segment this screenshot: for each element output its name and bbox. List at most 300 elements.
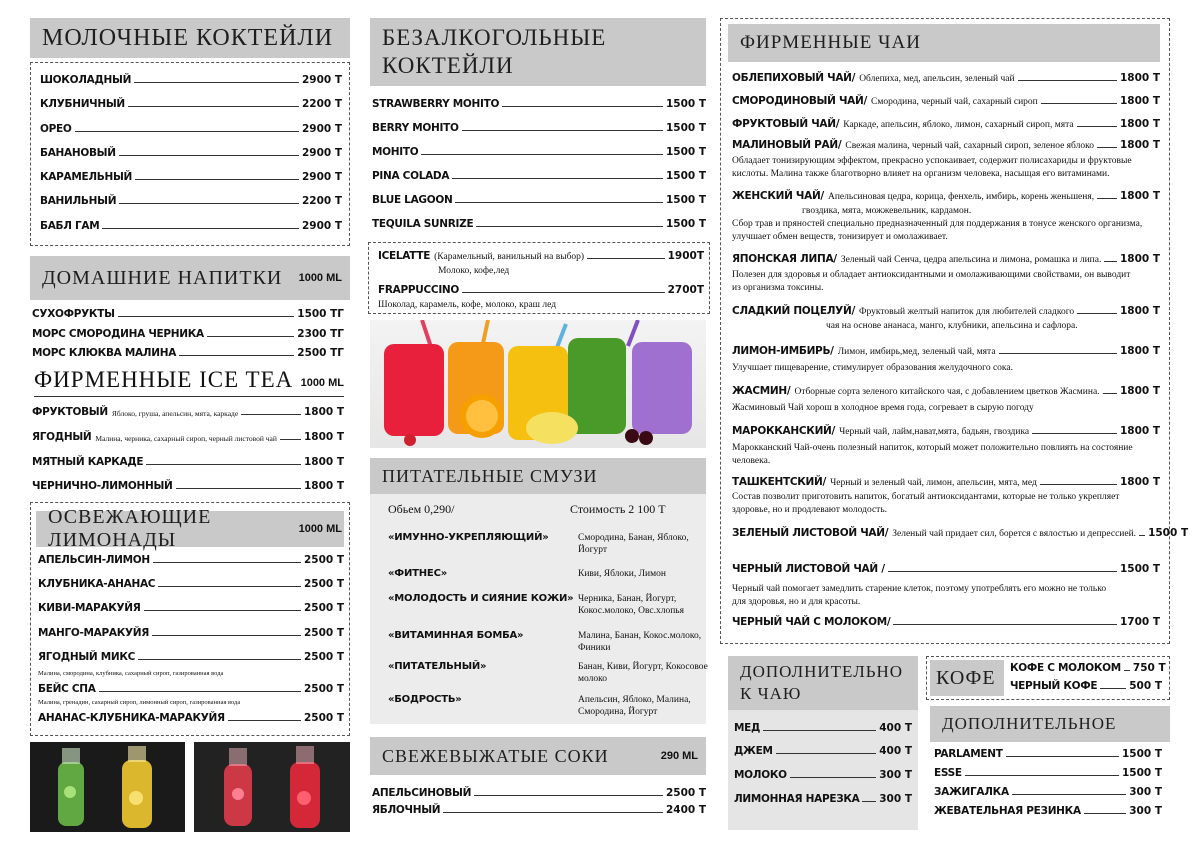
lemonade-volume: 1000 ML <box>298 523 342 535</box>
item-description: Черный чай помогает замедлить старение клеток, поэтому употреблять его можно не только <box>732 584 1107 594</box>
leader-line <box>241 414 301 415</box>
item-description: для здоровья, но и для красоты. <box>732 597 861 607</box>
list-item <box>388 532 708 555</box>
list-item <box>32 328 344 340</box>
item-price: 1500 Т <box>665 194 706 206</box>
item-composition: Апельсин, Яблоко, Малина, Смородина, Йогурт <box>578 695 691 717</box>
item-price: 1500 Т <box>665 218 706 230</box>
leader-line <box>152 635 301 636</box>
item-price: 2300 ТГ <box>297 328 344 340</box>
list-item <box>32 456 344 468</box>
item-name: МАЛИНОВЫЙ РАЙ/ <box>732 139 842 151</box>
item-price: 300 Т <box>879 769 912 781</box>
item-description: Каркаде, апельсин, яблоко, лимон, сахарный сироп, мята <box>843 120 1074 130</box>
leader-line <box>75 131 299 132</box>
juice-title: СВЕЖЕВЫЖАТЫЕ СОКИ <box>382 745 609 766</box>
list-item <box>40 220 342 232</box>
item-price: 750 Т <box>1132 662 1166 674</box>
teas-box <box>720 18 1170 644</box>
item-description: Смородина, черный чай, сахарный сироп <box>871 97 1038 107</box>
list-item <box>732 139 1160 151</box>
leader-line <box>153 562 301 563</box>
leader-line <box>138 659 301 660</box>
item-price: 400 Т <box>879 745 912 757</box>
item-name: TEQUILA SUNRIZE <box>372 218 474 230</box>
teas-title: ФИРМЕННЫЕ ЧАИ <box>740 32 921 53</box>
item-name: КЛУБНИЧНЫЙ <box>40 98 125 110</box>
item-name: ЗЕЛЕНЫЙ ЛИСТОВОЙ ЧАЙ/ <box>732 527 889 539</box>
list-item <box>38 683 344 695</box>
item-price: 1700 Т <box>1119 616 1160 628</box>
list-item <box>732 253 1160 265</box>
item-price: 2500 Т <box>303 602 344 614</box>
item-name: ЯГОДНЫЙ <box>32 431 92 443</box>
item-description: Марокканский Чай-очень полезный напиток, который может положительно повлиять на состояние <box>732 443 1133 453</box>
item-name: STRAWBERRY MOHITO <box>372 98 500 110</box>
leader-line <box>1084 813 1126 814</box>
list-item <box>40 195 342 207</box>
item-name: PINA COLADA <box>372 170 450 182</box>
leader-line <box>207 336 294 337</box>
item-price: 1800 Т <box>1119 385 1160 397</box>
item-price: 2900 Т <box>301 74 342 86</box>
smoothie-header <box>370 458 706 494</box>
smoothie-title: ПИТАТЕЛЬНЫЕ СМУЗИ <box>382 465 598 486</box>
leader-line <box>119 155 299 156</box>
item-name: СУХОФРУКТЫ <box>32 308 115 320</box>
item-description: здоровье, но и продлевают молодость. <box>732 505 888 515</box>
list-item <box>1010 680 1162 692</box>
item-price: 1500 Т <box>665 122 706 134</box>
item-description: из организма токсины. <box>732 283 824 293</box>
item-price: 2700Т <box>667 284 704 296</box>
item-name: «БОДРОСТЬ» <box>388 694 462 705</box>
item-composition: Киви, Яблоки, Лимон <box>578 569 666 579</box>
item-name: ДЖЕМ <box>734 745 773 757</box>
leader-line <box>862 801 876 802</box>
list-item <box>732 72 1160 84</box>
item-price: 2900 Т <box>301 220 342 232</box>
home-volume: 1000 ML <box>298 272 342 284</box>
item-name: ЗАЖИГАЛКА <box>934 786 1009 798</box>
list-item <box>732 425 1160 437</box>
softcocktails-title-line2: КОКТЕЙЛИ <box>382 53 514 78</box>
item-description: гвоздика, мята, можжевельник, кардамон. <box>802 206 972 216</box>
item-price: 2500 Т <box>665 787 706 799</box>
leader-line <box>119 203 299 204</box>
item-description: улучшает обмен веществ, тонизирует и омолаживает. <box>732 232 948 242</box>
item-description: Малина, гренадин, сахарный сироп, лимонный сироп, газированная вода <box>38 699 241 706</box>
item-price: 1800 Т <box>1119 95 1160 107</box>
item-description: человека. <box>732 456 771 466</box>
list-item <box>732 95 1160 107</box>
leader-line <box>176 488 301 489</box>
item-composition: Черника, Банан, Йогурт, Кокос.молоко, Овс.хлопья <box>578 594 684 616</box>
list-item <box>934 805 1162 817</box>
item-description: Молоко, кофе,лед <box>438 266 510 276</box>
item-price: 2500 Т <box>303 554 344 566</box>
item-price: 300 Т <box>1129 805 1162 817</box>
lemonade-photo-1 <box>30 742 185 832</box>
item-description: Сбор трав и пряностей специально предназначенный для поддержания в тонусе женского организма, <box>732 219 1143 229</box>
list-item <box>732 476 1160 488</box>
teaextra-title-line2: К ЧАЮ <box>740 684 802 703</box>
item-price: 400 Т <box>879 722 912 734</box>
item-price: 1800 Т <box>1119 72 1160 84</box>
teas-header <box>728 24 1160 62</box>
list-item <box>32 480 344 492</box>
list-item <box>734 769 912 781</box>
smoothie-cost: Стоимость 2 100 Т <box>570 502 666 516</box>
list-item <box>40 171 342 183</box>
item-price: 1800 Т <box>1119 118 1160 130</box>
leader-line <box>1097 147 1117 148</box>
item-name: «ФИТНЕС» <box>388 568 447 579</box>
leader-line <box>1077 313 1117 314</box>
item-description: кислоты. Малина также благотворно влияет на организм человека, насыщая его витаминами. <box>732 169 1110 179</box>
item-name: ESSE <box>934 767 962 779</box>
item-name: ОРЕО <box>40 123 72 135</box>
item-name: ЧЕРНЫЙ КОФЕ <box>1010 680 1098 692</box>
item-name: ЧЕРНЫЙ ЧАЙ С МОЛОКОМ/ <box>732 616 891 628</box>
list-item <box>372 194 706 206</box>
juice-volume: 290 ML <box>660 750 698 762</box>
list-item <box>40 74 342 86</box>
list-item <box>32 347 344 359</box>
item-description: Свежая малина, черный чай, сахарный сироп, зеленое яблоко <box>845 141 1095 151</box>
list-item <box>40 123 342 135</box>
extra-title: ДОПОЛНИТЕЛЬНОЕ <box>942 714 1117 733</box>
leader-line <box>888 571 1117 572</box>
leader-line <box>179 355 294 356</box>
list-item <box>372 170 706 182</box>
coffee-header <box>930 660 1004 696</box>
list-item <box>38 712 344 724</box>
item-price: 2500 Т <box>303 578 344 590</box>
item-description: Обладает тонизирующим эффектом, прекрасно успокаивает, содержит полисахариды и фруктовые <box>732 156 1132 166</box>
item-name: МОРС СМОРОДИНА ЧЕРНИКА <box>32 328 204 340</box>
lemonade-title: ОСВЕЖАЮЩИЕ ЛИМОНАДЫ <box>48 506 212 551</box>
item-name: ОБЛЕПИХОВЫЙ ЧАЙ/ <box>732 72 856 84</box>
list-item <box>38 602 344 614</box>
coffee-title: КОФЕ <box>936 666 996 689</box>
item-name: ТАШКЕНТСКИЙ/ <box>732 476 827 488</box>
leader-line <box>1018 80 1117 81</box>
item-description: чая на основе ананаса, манго, клубники, апельсина и сафлора. <box>826 321 1078 331</box>
item-name: СМОРОДИНОВЫЙ ЧАЙ/ <box>732 95 868 107</box>
item-name: МАРОККАНСКИЙ/ <box>732 425 836 437</box>
item-name: АПЕЛЬСИН-ЛИМОН <box>38 554 150 566</box>
leader-line <box>1012 794 1126 795</box>
list-item <box>934 748 1162 760</box>
item-name: ЖАСМИН/ <box>732 385 791 397</box>
lemonade-photo-2 <box>194 742 350 832</box>
list-item <box>734 722 912 734</box>
leader-line <box>1032 433 1117 434</box>
leader-line <box>102 228 299 229</box>
softcocktails-title-line1: БЕЗАЛКОГОЛЬНЫЕ <box>382 25 607 50</box>
list-item <box>372 146 706 158</box>
list-item <box>32 308 344 320</box>
leader-line <box>99 691 301 692</box>
list-item <box>378 284 704 296</box>
icetea-volume: 1000 ML <box>300 377 344 389</box>
item-name: КИВИ-МАРАКУЙЯ <box>38 602 141 614</box>
smoothie-photo <box>370 320 706 448</box>
item-name: ШОКОЛАДНЫЙ <box>40 74 132 86</box>
item-name: АНАНАС-КЛУБНИКА-МАРАКУЙЯ <box>38 712 225 724</box>
juice-header <box>370 737 706 775</box>
item-name: MOHITO <box>372 146 419 158</box>
item-description: Зеленый чай придает сил, борется с вялостью и депрессией. <box>892 529 1137 539</box>
list-item <box>732 616 1160 628</box>
item-description: (Карамельный, ванильный на выбор) <box>434 252 585 262</box>
item-price: 1800 Т <box>1119 345 1160 357</box>
list-item <box>372 804 706 816</box>
item-name: СЛАДКИЙ ПОЦЕЛУЙ/ <box>732 305 855 317</box>
list-item <box>732 385 1160 397</box>
item-name: ЖЕНСКИЙ ЧАЙ/ <box>732 190 824 202</box>
item-price: 2400 Т <box>665 804 706 816</box>
list-item <box>32 406 344 418</box>
leader-line <box>1077 126 1117 127</box>
leader-line <box>790 777 877 778</box>
item-description: Черный чай, лайм,нават,мята, бадьян, гвоздика <box>839 427 1030 437</box>
milk-header <box>30 18 350 58</box>
item-price: 1800 Т <box>303 456 344 468</box>
item-name: «ВИТАМИННАЯ БОМБА» <box>388 630 524 641</box>
leader-line <box>1040 484 1117 485</box>
leader-line <box>1104 261 1117 262</box>
leader-line <box>502 106 663 107</box>
item-description: Черный и зеленый чай, лимон, апельсин, мята, мед <box>830 478 1037 488</box>
item-price: 2900 Т <box>301 123 342 135</box>
lemonade-header <box>36 506 344 551</box>
list-item <box>732 345 1160 357</box>
leader-line <box>474 795 663 796</box>
leader-line <box>146 464 301 465</box>
item-price: 2500 Т <box>303 683 344 695</box>
item-price: 1800 Т <box>303 406 344 418</box>
item-price: 1500 Т <box>665 170 706 182</box>
item-name: БЕЙС СПА <box>38 683 96 695</box>
list-item <box>38 627 344 639</box>
item-name: BERRY MOHITO <box>372 122 459 134</box>
list-item <box>38 554 344 566</box>
item-price: 1800 Т <box>1119 139 1160 151</box>
leader-line <box>965 775 1119 776</box>
leader-line <box>476 226 663 227</box>
leader-line <box>280 439 301 440</box>
list-item <box>732 305 1160 317</box>
item-name: КАРАМЕЛЬНЫЙ <box>40 171 133 183</box>
item-description: Фруктовый желтый напиток для любителей сладкого <box>858 307 1075 317</box>
list-item <box>372 218 706 230</box>
item-price: 1500 Т <box>665 98 706 110</box>
item-description: Отборные сорта зеленого китайского чая, с добавлением цветков Жасмина. <box>794 387 1100 397</box>
leader-line <box>135 179 299 180</box>
item-description: Яблоко, груша, апельсин, мята, каркаде <box>111 409 239 418</box>
item-description: Состав позволит приготовить напиток, богатый антиоксидантами, которые не только укрепляет <box>732 492 1120 502</box>
leader-line <box>1041 103 1117 104</box>
item-description: Шоколад, карамель, кофе, молоко, краш лед <box>378 300 557 310</box>
item-price: 1500 Т <box>1121 748 1162 760</box>
item-price: 1800 Т <box>1119 305 1160 317</box>
item-name: МОЛОКО <box>734 769 787 781</box>
list-item <box>732 118 1160 130</box>
list-item <box>734 745 912 757</box>
leader-line <box>128 106 299 107</box>
item-name: ЯБЛОЧНЫЙ <box>372 804 441 816</box>
item-name: «МОЛОДОСТЬ И СИЯНИЕ КОЖИ» <box>388 593 574 604</box>
teaextra-title-line1: ДОПОЛНИТЕЛЬНО <box>740 662 904 681</box>
smoothie-volume: Обьем 0,290/ <box>388 502 455 516</box>
list-item <box>372 122 706 134</box>
list-item <box>388 694 708 717</box>
item-price: 1500 ТГ <box>297 308 344 320</box>
list-item <box>38 651 344 663</box>
item-price: 1500 Т <box>665 146 706 158</box>
item-description: Облепиха, мед, апельсин, зеленый чай <box>859 74 1015 84</box>
list-item <box>388 661 708 684</box>
item-composition: Банан, Киви, Йогурт, Кокосовое молоко <box>578 662 708 684</box>
milk-title: МОЛОЧНЫЕ КОКТЕЙЛИ <box>42 24 334 51</box>
home-header <box>30 256 350 300</box>
item-name: BLUE LAGOON <box>372 194 453 206</box>
leader-line <box>763 730 876 731</box>
item-name: FRAPPUCCINO <box>378 284 460 296</box>
item-price: 1800 Т <box>1119 253 1160 265</box>
list-item <box>40 147 342 159</box>
leader-line <box>776 753 877 754</box>
item-name: ICELATTE <box>378 250 431 262</box>
leader-line <box>893 624 1117 625</box>
softcocktails-header <box>370 18 706 86</box>
list-item <box>372 98 706 110</box>
leader-line <box>587 258 665 259</box>
item-name: ЯГОДНЫЙ МИКС <box>38 651 136 663</box>
item-price: 1500 Т <box>1121 767 1162 779</box>
leader-line <box>228 720 301 721</box>
leader-line <box>1006 756 1119 757</box>
item-name: КЛУБНИКА-АНАНАС <box>38 578 156 590</box>
list-item <box>32 431 344 443</box>
item-name: МАНГО-МАРАКУЙЯ <box>38 627 150 639</box>
item-name: ЧЕРНЫЙ ЛИСТОВОЙ ЧАЙ / <box>732 563 885 575</box>
item-name: «ИМУННО-УКРЕПЛЯЮЩИЙ» <box>388 532 549 543</box>
leader-line <box>118 316 295 317</box>
item-description: Малина, черника, сахарный сироп, черный листовой чай <box>95 434 277 443</box>
item-price: 2500 Т <box>303 651 344 663</box>
item-price: 300 Т <box>1129 786 1162 798</box>
list-item <box>734 793 912 805</box>
leader-line <box>1139 535 1145 536</box>
item-price: 1900Т <box>667 250 704 262</box>
leader-line <box>158 586 301 587</box>
leader-line <box>455 202 663 203</box>
leader-line <box>1097 198 1117 199</box>
item-price: 2500 Т <box>303 712 344 724</box>
item-description: Полезен для здоровья и обладает антиоксидантными и омолаживающими свойствами, он выводит <box>732 270 1131 280</box>
leader-line <box>443 812 663 813</box>
list-item <box>934 767 1162 779</box>
item-name: АПЕЛЬСИНОВЫЙ <box>372 787 472 799</box>
list-item <box>934 786 1162 798</box>
item-price: 1800 Т <box>1119 476 1160 488</box>
item-price: 1500 Т <box>1119 563 1160 575</box>
leader-line <box>144 610 301 611</box>
item-name: МЯТНЫЙ КАРКАДЕ <box>32 456 144 468</box>
list-item <box>388 568 708 579</box>
leader-line <box>134 82 299 83</box>
item-price: 2500 Т <box>303 627 344 639</box>
list-item <box>38 578 344 590</box>
item-name: ЖЕВАТЕЛЬНАЯ РЕЗИНКА <box>934 805 1081 817</box>
list-item <box>378 250 704 262</box>
item-price: 1800 Т <box>303 431 344 443</box>
leader-line <box>1100 688 1126 689</box>
item-name: «ПИТАТЕЛЬНЫЙ» <box>388 661 487 672</box>
item-description: Улучшает пищеварение, стимулирует образования желудочного сока. <box>732 363 1013 373</box>
list-item <box>1010 662 1166 674</box>
item-name: МЕД <box>734 722 761 734</box>
item-composition: Малина, Банан, Кокос.молоко, Финики <box>578 631 702 653</box>
list-item <box>732 563 1160 575</box>
list-item <box>372 787 706 799</box>
item-name: БАБЛ ГАМ <box>40 220 100 232</box>
leader-line <box>999 353 1117 354</box>
list-item <box>388 593 708 616</box>
item-name: PARLAMENT <box>934 748 1003 760</box>
extra-header <box>930 706 1170 742</box>
item-price: 2200 Т <box>301 195 342 207</box>
item-price: 1800 Т <box>303 480 344 492</box>
item-price: 300 Т <box>879 793 912 805</box>
leader-line <box>1103 393 1117 394</box>
leader-line <box>421 154 663 155</box>
item-name: БАНАНОВЫЙ <box>40 147 116 159</box>
item-description: Лимон, имбирь,мед, зеленый чай, мята <box>837 347 996 357</box>
item-price: 2200 Т <box>301 98 342 110</box>
leader-line <box>462 130 663 131</box>
item-price: 2900 Т <box>301 171 342 183</box>
item-price: 1800 Т <box>1119 190 1160 202</box>
item-composition: Смородина, Банан, Яблоко, Йогурт <box>578 533 689 555</box>
item-price: 500 Т <box>1129 680 1162 692</box>
teaextra-header <box>728 656 918 710</box>
item-name: ЯПОНСКАЯ ЛИПА/ <box>732 253 837 265</box>
home-title: ДОМАШНИЕ НАПИТКИ <box>42 266 283 289</box>
item-name: МОРС КЛЮКВА МАЛИНА <box>32 347 177 359</box>
item-price: 1800 Т <box>1119 425 1160 437</box>
list-item <box>732 527 1189 539</box>
icetea-title: ФИРМЕННЫЕ ICE TEA 1000 ML <box>34 367 344 397</box>
item-price: 2900 Т <box>301 147 342 159</box>
list-item <box>388 630 708 653</box>
item-description: Апельсиновая цедра, корица, фенхель, имбирь, корень женьшеня, <box>827 192 1095 202</box>
item-name: ЧЕРНИЧНО-ЛИМОННЫЙ <box>32 480 173 492</box>
item-description: Жасминовый Чай хорош в холодное время года, согревает в сырую погоду <box>732 403 1034 413</box>
item-name: ВАНИЛЬНЫЙ <box>40 195 117 207</box>
leader-line <box>462 292 665 293</box>
item-name: ФРУКТОВЫЙ ЧАЙ/ <box>732 118 840 130</box>
list-item <box>40 98 342 110</box>
item-price: 2500 ТГ <box>297 347 344 359</box>
list-item <box>732 190 1160 202</box>
item-name: ЛИМОН-ИМБИРЬ/ <box>732 345 834 357</box>
item-name: ЛИМОННАЯ НАРЕЗКА <box>734 793 860 805</box>
item-name: КОФЕ С МОЛОКОМ <box>1010 662 1121 674</box>
